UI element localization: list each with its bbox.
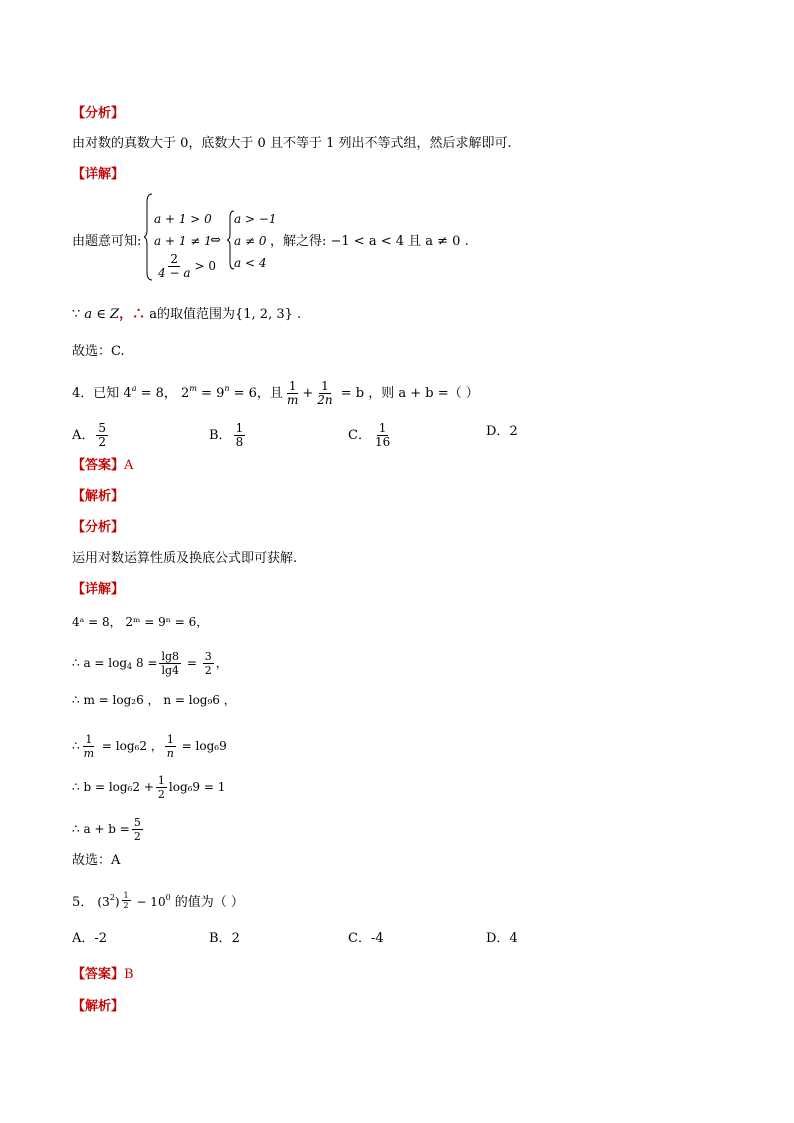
q5-option-a: A．-2 (72, 931, 108, 946)
q4-choice: 故选：A (72, 853, 121, 868)
q4-frac2: $\frac{1}{2n}$ (317, 379, 333, 407)
q4-option-d: D．2 (486, 424, 518, 439)
q4-step5: ∴ b = log₆2 + $\frac{1}{2}$ log₆9 = 1 (72, 774, 226, 801)
sys1-line3: $\frac{2}{4 - a}$ > 0 (158, 252, 216, 280)
q5-option-b: B．2 (209, 931, 240, 946)
q5-option-c: C．-4 (348, 931, 384, 946)
q4-stem: 4．已知 $4^a = 8$， $2^m = 9^n = 6$，且 $\frac{1}{m}$ + $\frac{1}{2n}$ = b ，则 a + b =（ ） (72, 379, 479, 407)
left-brace-icon (144, 192, 154, 282)
sys2-line1: a > −1 (234, 212, 277, 226)
q4-option-b: B． $\frac{1}{8}$ (209, 421, 244, 449)
sys1-fraction: $\frac{2}{4 - a}$ (158, 252, 191, 280)
q4-option-a: A． $\frac{5}{2}$ (72, 421, 107, 449)
q4-step3: ∴ m = log₂6 ， n = log₉6 ， (72, 693, 236, 707)
sys1-line1: a + 1 > 0 (154, 212, 212, 226)
analysis-text: 由对数的真数大于 0，底数大于 0 且不等于 1 列出不等式组，然后求解即可. (72, 136, 512, 151)
q5-stem: 5． $(3^2)$ $\frac{1}{2}$ − $10^0$ 的值为（ ） (72, 891, 244, 910)
q4-step4: ∴ $\frac{1}{m}$ = log₆2 ， $\frac{1}{n}$ = log₆9 (72, 733, 227, 760)
q4-frac1: $\frac{1}{m}$ (286, 379, 299, 407)
analysis-heading: 【分析】 (72, 106, 125, 121)
q4-option-c: C． $\frac{1}{16}$ (348, 421, 391, 449)
q4-detail-heading: 【详解】 (72, 582, 125, 597)
sys2-line3: a < 4 (234, 256, 267, 270)
q4-analysis-text: 运用对数运算性质及换底公式即可获解. (72, 551, 298, 566)
detail-heading: 【详解】 (72, 167, 125, 182)
q4-answer: 【答案】A (72, 458, 134, 473)
q4-step6: ∴ a + b = $\frac{5}{2}$ (72, 816, 141, 843)
sys2-line2: a ≠ 0 (234, 234, 267, 248)
solve-text: ，解之得: −1 < a < 4 且 a ≠ 0 . (270, 234, 469, 249)
choice-c: 故选：C. (72, 344, 125, 359)
q4-step1: 4ᵃ = 8， 2ᵐ = 9ⁿ = 6， (72, 615, 209, 629)
q4-jiexi-heading: 【解析】 (72, 489, 125, 504)
sys1-line2: a + 1 ≠ 1 (154, 234, 212, 248)
inequality-system-1 (144, 192, 154, 286)
equivalence-arrow: ⇔ (210, 233, 221, 248)
q4-analysis-heading: 【分析】 (72, 520, 125, 535)
q4-step2: ∴ $a = \log_4 8$ = $\frac{\lg 8}{\lg 4}$ = $\frac{3}{2}$ ， (72, 650, 228, 677)
q5-answer: 【答案】B (72, 967, 134, 982)
q5-jiexi-heading: 【解析】 (72, 999, 125, 1014)
q5-option-d: D．4 (486, 931, 518, 946)
prefix-text: 由题意可知: (72, 234, 142, 249)
range-line: ∵ a ∈ Z，∴ a的取值范围为{1, 2, 3} . (72, 307, 302, 322)
